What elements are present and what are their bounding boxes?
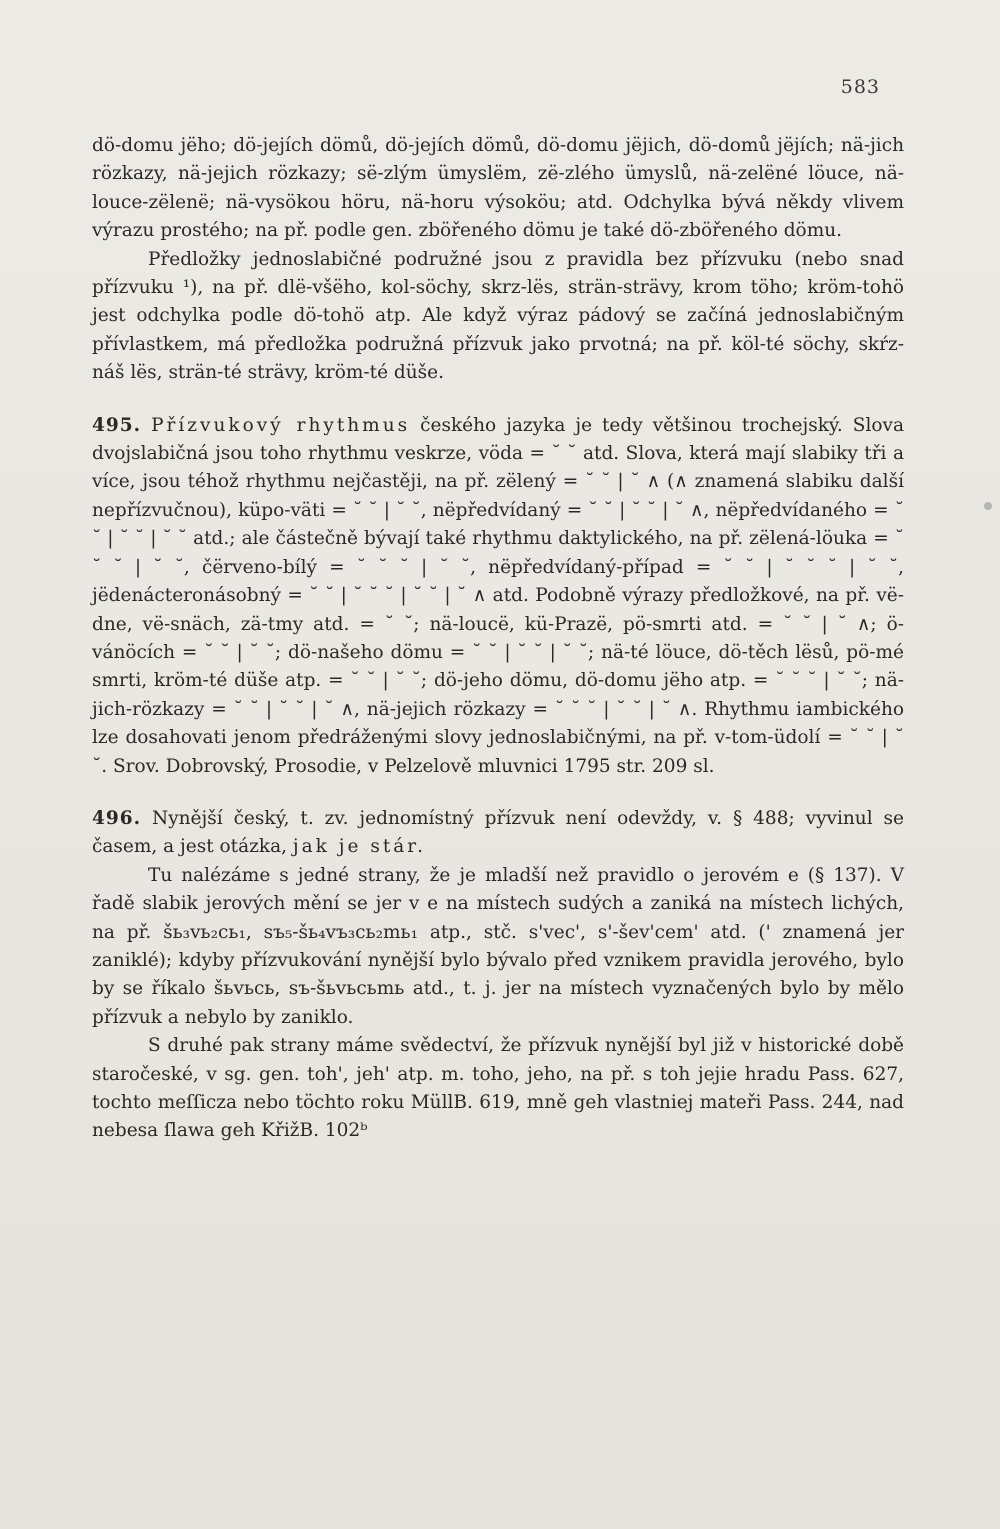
body-text <box>92 132 904 1146</box>
section-495 <box>92 412 904 781</box>
section-495-text: českého jazyka je tedy většinou trochejský. Slova dvojslabičná jsou toho rhythmu veskrze, vöda = ˘ ˘ atd. Slova, která mají slabiky tři a více, jsou téhož rhythmu nejčastěji, na př. zëlený = ˘ ˘ | ˘ ∧ (∧ znamená slabiku další nepřízvučnou), küpo-väti = ˘ ˘ | ˘ ˘, nëpředvídaný = ˘ ˘ | ˘ ˘ | ˘ ∧, nëpředvídaného = ˘ ˘ | ˘ ˘ | ˘ ˘ atd.; ale částečně bývají také rhythmu daktylického, na př. zëlená-löuka = ˘ ˘ ˘ | ˘ ˘, čërveno-bílý = ˘ ˘ ˘ | ˘ ˘, nëpředvídaný-případ = ˘ ˘ | ˘ ˘ ˘ | ˘ ˘, jëdenácteronásobný = ˘ ˘ | ˘ ˘ ˘ | ˘ ˘ | ˘ ∧ atd. Podobně výrazy předložkové, na př. vë-dne, vë-snäch, zä-tmy atd. = ˘ ˘; nä-loucë, kü-Prazë, pö-smrti atd. = ˘ ˘ | ˘ ∧; ö-vánöcích = ˘ ˘ | ˘ ˘; dö-našeho dömu = ˘ ˘ | ˘ ˘ | ˘ ˘; nä-té löuce, dö-těch lësů, pö-mé smrti, kröm-té düše atp. = ˘ ˘ | ˘ ˘; dö-jeho dömu, dö-domu jëho atp. = ˘ ˘ ˘ | ˘ ˘; nä-jich-rözkazy = ˘ ˘ | ˘ ˘ | ˘ ∧, nä-jejich rözkazy = ˘ ˘ ˘ | ˘ ˘ | ˘ ∧. Rhythmu iambického lze dosahovati jenom předráženými slovy jednoslabičnými, na př. v-tom-üdolí = ˘ ˘ | ˘ ˘. Srov. Dobrovský, Prosodie, v Pelzelově mluvnici 1795 str. 209 sl. <box>92 414 905 777</box>
scan-mark <box>984 502 992 510</box>
section-496-spaced: jak je stár. <box>292 836 426 858</box>
section-number-496: 496. <box>92 807 142 829</box>
section-495-lead: Přízvukový rhythmus <box>151 414 411 436</box>
section-496 <box>92 805 904 862</box>
section-496-paragraph-2: S druhé pak strany máme svědectví, že přízvuk nynější byl již v historické době staročeské, v sg. gen. toh', jeh' atp. m. toho, jeho, na př. s toh jejie hradu Pass. 627, tochto meſſicza nebo töchto roku MüllB. 619, mně geh vlastniej mateři Pass. 244, nad nebesa ſlawa geh KřižB. 102ᵇ <box>92 1035 904 1142</box>
section-gap <box>92 388 904 412</box>
paragraph-1: dö-domu jëho; dö-jejích dömů, dö-jejích dömů, dö-domu jëjich, dö-domů jëjích; nä-jich rözkazy, nä-jejich rözkazy; së-zlým ümyslëm, zë-zlého ümyslů, nä-zelëné löuce, nä-louce-zëlenë; nä-vysökou höru, nä-horu výsoköu; atd. Odchylka bývá někdy vlivem výrazu prostého; na př. podle gen. zböřeného dömu je také dö-zböřeného dömu. <box>92 135 904 242</box>
page-number: 583 <box>840 76 880 98</box>
section-496-paragraph-1: Tu nalézáme s jedné strany, že je mladší než pravidlo o jerovém e (§ 137). V řadě slabik jerových mění se jer v e na místech sudých a zaniká na místech lichých, na př. šь₃vь₂cь₁, sъ₅-šь₄vъ₃cь₂mь₁ atp., stč. s'vec', s'-šev'cem' atd. (' znamená jer zaniklé); kdyby přízvukování nynější bylo bývalo před vznikem pravidla jerového, bylo by se říkalo šьvьcь, sъ-šьvьcьmь atd., t. j. jer na místech vyznačených bylo by mělo přízvuk a nebylo by zaniklo. <box>92 864 904 1028</box>
paragraph-2: Předložky jednoslabičné podružné jsou z pravidla bez přízvuku (nebo snad přízvuku ¹), na př. dlë-všëho, kol-söchy, skrz-lës, strän-strävy, krom töho; kröm-tohö jest odchylka podle dö-tohö atp. Ale když výraz pádový se začíná jednoslabičným přívlastkem, má předložka podružná přízvuk jako prvotná; na př. köl-té söchy, skŕz-náš lës, strän-té strävy, kröm-té düše. <box>92 248 904 384</box>
section-gap <box>92 781 904 805</box>
section-496-text: Nynější český, t. zv. jednomístný přízvuk není odevždy, v. § 488; vyvinul se časem, a jest otázka, <box>92 807 904 858</box>
section-number-495: 495. <box>92 414 142 436</box>
